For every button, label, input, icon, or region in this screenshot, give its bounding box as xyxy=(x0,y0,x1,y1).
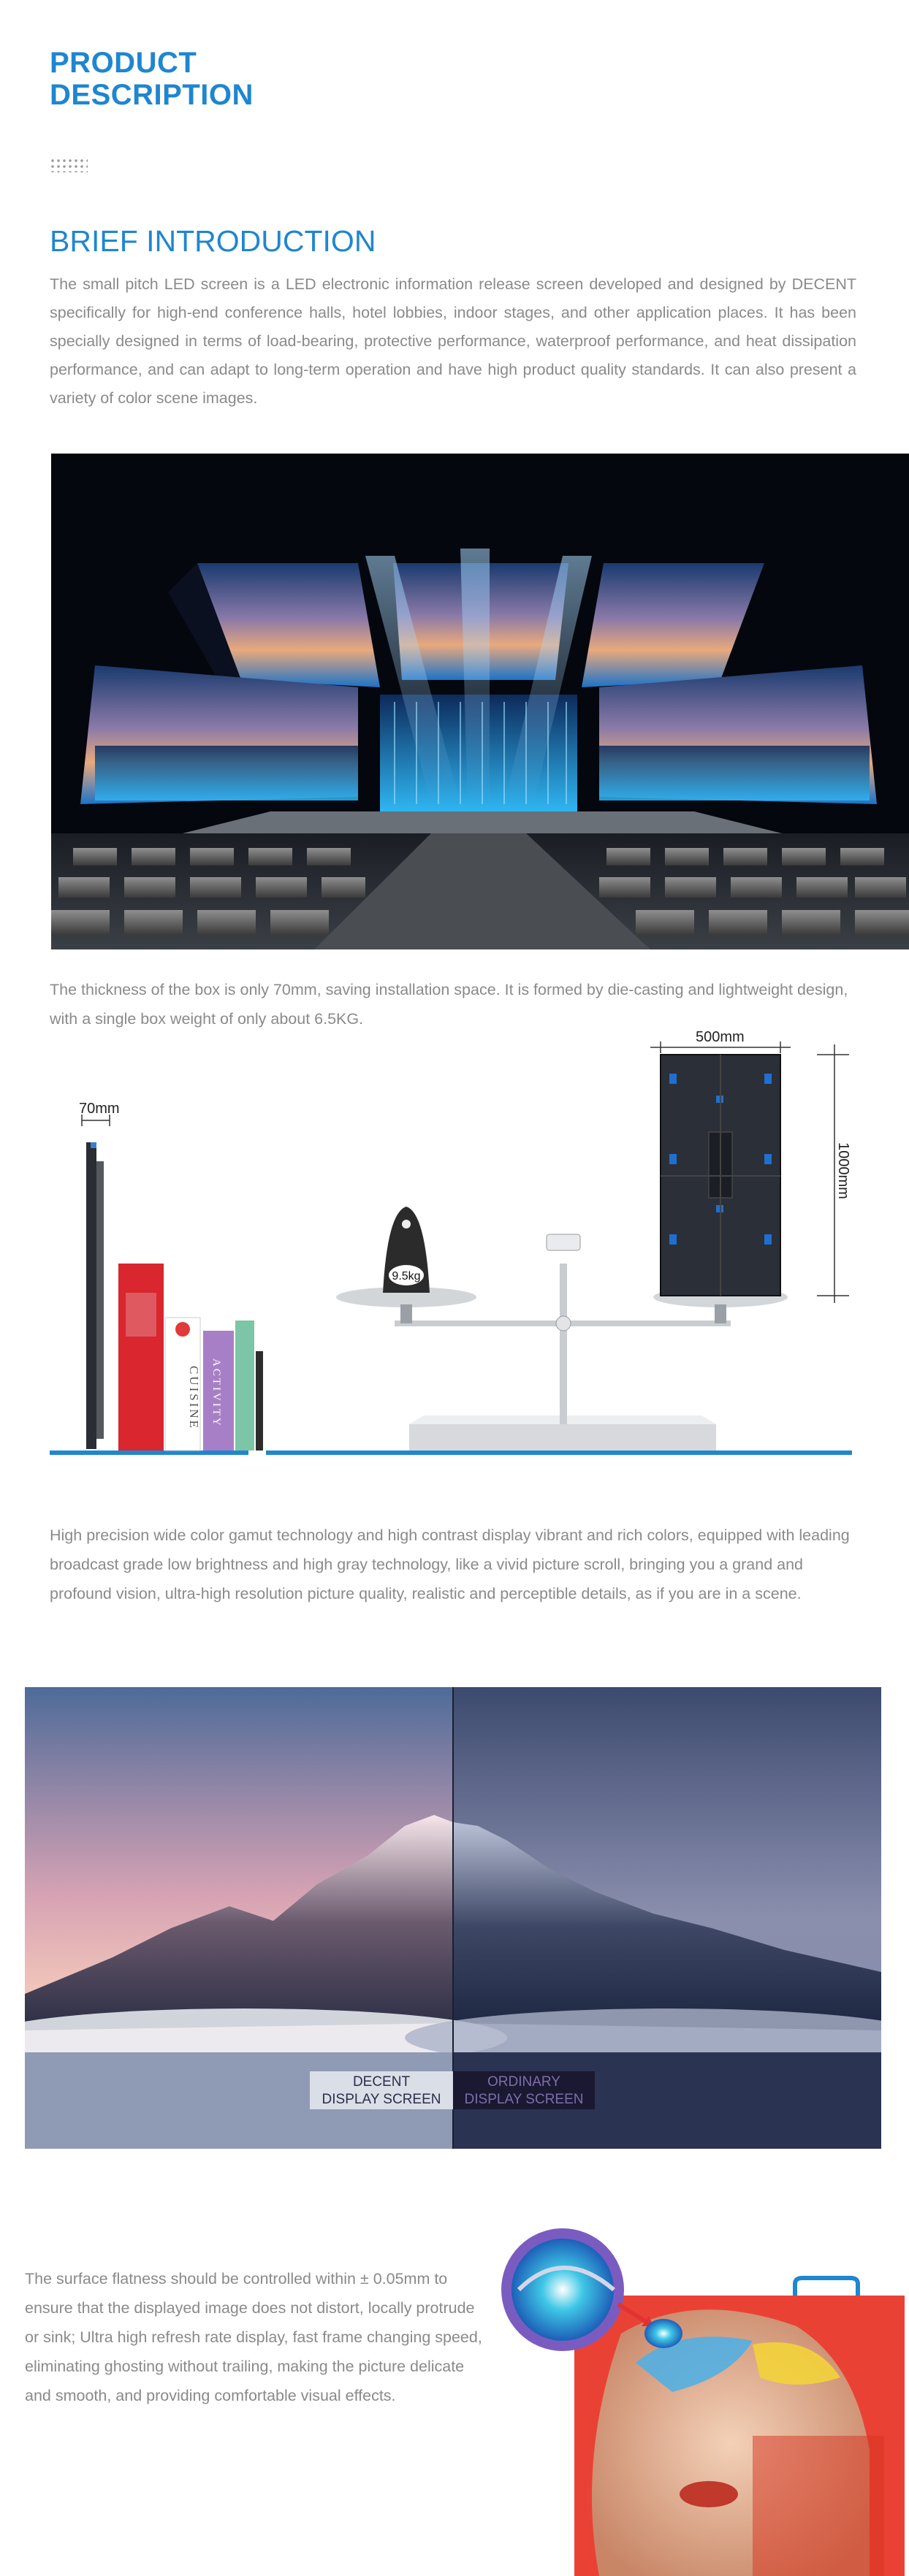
face-closeup-image xyxy=(490,2217,909,2576)
width-label: 500mm xyxy=(696,1029,745,1045)
decent-display-label xyxy=(310,2071,453,2109)
height-label: 1000mm xyxy=(835,1142,851,1199)
stage-hero-image xyxy=(51,454,909,949)
dimensions-illustration xyxy=(0,1015,909,1468)
flatness-paragraph: The surface flatness should be controlled within ± 0.05mm to ensure that the displayed image does not distort, locally protrude or sink; Ultra high refresh rate display, fast frame changing speed, eliminating ghosting without trailing, making the picture delicate and smooth, and providing comfortable visual effects. xyxy=(25,2270,482,2404)
page-title-line-2: DESCRIPTION xyxy=(50,79,254,111)
weight-label: 9.5kg xyxy=(392,1270,421,1283)
decent-label-line-2: DISPLAY SCREEN xyxy=(322,2092,441,2107)
intro-paragraph: The small pitch LED screen is a LED electronic information release screen developed and designed by DECENT specifically for high-end conference halls, hotel lobbies, indoor stages, and other application places. It has been specially designed in terms of load-bearing, protective performance, waterproof performance, and heat dissipation performance, and can adapt to long-term operation and have high product quality standards. It can also present a variety of color scene images. xyxy=(50,275,856,407)
color-paragraph: High precision wide color gamut technology and high contrast display vibrant and rich colors, equipped with leading broadcast grade low brightness and high gray technology, like a vivid picture scroll, bringing you a grand and profound vision, ultra-high resolution picture quality, realistic and perceptible details, as if you are in a scene. xyxy=(50,1526,850,1602)
book-label-cuisine: CUISINE xyxy=(187,1366,201,1431)
dots-divider-icon xyxy=(50,158,88,172)
dimensions-diagram xyxy=(0,1015,909,1468)
page-title xyxy=(50,47,254,111)
stage-illustration xyxy=(51,454,909,949)
decent-label-line-1: DECENT xyxy=(352,2074,411,2090)
ordinary-label-line-2: DISPLAY SCREEN xyxy=(464,2092,584,2107)
depth-label: 70mm xyxy=(79,1101,120,1117)
ordinary-label-line-1: ORDINARY xyxy=(487,2074,560,2090)
ordinary-display-label xyxy=(453,2071,595,2109)
page-title-line-1: PRODUCT xyxy=(50,47,197,79)
thickness-paragraph: The thickness of the box is only 70mm, saving installation space. It is formed by die-casting and lightweight design, with a single box weight of only about 6.5KG. xyxy=(50,981,848,1028)
book-label-activity: ACTIVITY xyxy=(210,1358,222,1428)
face-illustration xyxy=(490,2217,909,2576)
section-heading: BRIEF INTRODUCTION xyxy=(50,224,376,258)
